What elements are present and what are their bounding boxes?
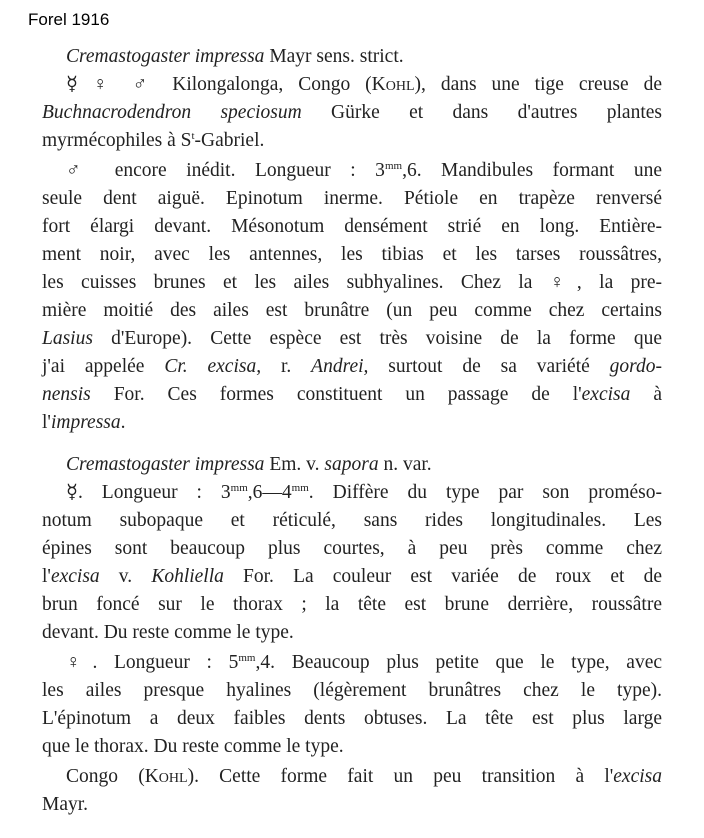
male-description-line-10: l'impressa. xyxy=(42,412,126,433)
worker-description-line-1: ☿. Longueur : $3^{mm},6—4^{mm}$. Diffère du type par son proméso- xyxy=(66,482,662,503)
worker-description-line-4: l'excisa v. Kohliella For. La couleur est variée de roux et de xyxy=(42,566,662,587)
locality-line-1: ☿ ♀ ♂ Kilongalonga, Congo (Kohl), dans une tige creuse de xyxy=(66,74,663,95)
worker-description-line-5: brun foncé sur le thorax ; la tête est brune derrière, roussâtre xyxy=(42,594,662,615)
taxon-name: Cremastogaster impressa xyxy=(66,454,265,475)
male-description-line-9: nensis For. Ces formes constituent un passage de l'excisa à xyxy=(42,384,662,405)
plant-name: Buchnacrodendron speciosum xyxy=(42,102,302,123)
species-heading-2: Cremastogaster impressa Em. v. sapora n. var. xyxy=(66,454,432,475)
species-heading-1: Cremastogaster impressa Mayr sens. strict. xyxy=(66,46,404,67)
collector-name: Kohl xyxy=(144,766,188,787)
worker-description-line-2: notum subopaque et réticulé, sans rides longitudinales. Les xyxy=(42,510,662,531)
distribution-line-2: Mayr. xyxy=(42,794,89,815)
caste-symbols: ☿ ♀ ♂ xyxy=(66,74,158,95)
locality-line-2: Buchnacrodendron speciosum Gürke et dans d'autres plantes xyxy=(42,102,662,123)
male-description-line-6: mière moitié des ailes est brunâtre (un peu comme chez certains xyxy=(42,300,662,321)
male-description-line-8: j'ai appelée Cr. excisa, r. Andrei, surtout de sa variété gordo- xyxy=(42,356,663,377)
distribution-line-1: Congo (Kohl). Cette forme fait un peu transition à l'excisa xyxy=(66,766,662,787)
worker-description-line-6: devant. Du reste comme le type. xyxy=(42,622,294,643)
male-description-line-1: ♂ encore inédit. Longueur : $3^{mm},6$. Mandibules formant une xyxy=(66,160,662,181)
female-description-line-3: L'épinotum a deux faibles dents obtuses. La tête est plus large xyxy=(42,708,662,729)
collector-name: Kohl xyxy=(371,74,415,95)
male-symbol: ♂ xyxy=(66,160,96,181)
female-description-line-1: ♀. Longueur : $5^{mm},4$. Beaucoup plus petite que le type, avec xyxy=(66,652,663,673)
locality-line-3: myrmécophiles à $S^t$-Gabriel. xyxy=(42,130,265,151)
variety-name: sapora xyxy=(324,454,379,475)
worker-description-line-3: épines sont beaucoup plus courtes, à peu près comme chez xyxy=(42,538,662,559)
male-description-line-2: seule dent aiguë. Epinotum inerme. Pétiole en trapèze renversé xyxy=(42,188,662,209)
male-description-line-5: les cuisses brunes et les ailes subhyalines. Chez la ♀, la pre- xyxy=(42,272,662,293)
female-description-line-4: que le thorax. Du reste comme le type. xyxy=(42,736,344,757)
document-source-label: Forel 1916 xyxy=(28,10,110,29)
female-symbol: ♀ xyxy=(66,652,93,673)
male-description-line-3: fort élargi devant. Mésonotum densément strié en long. Entière- xyxy=(42,216,662,237)
worker-symbol: ☿ xyxy=(66,482,78,503)
male-description-line-7: Lasius d'Europe). Cette espèce est très voisine de la forme que xyxy=(42,328,662,349)
taxon-name: Cremastogaster impressa xyxy=(66,46,265,67)
female-description-line-2: les ailes presque hyalines (légèrement brunâtres chez le type). xyxy=(42,680,662,701)
male-description-line-4: ment noir, avec les antennes, les tibias et les tarses roussâtres, xyxy=(42,244,662,265)
